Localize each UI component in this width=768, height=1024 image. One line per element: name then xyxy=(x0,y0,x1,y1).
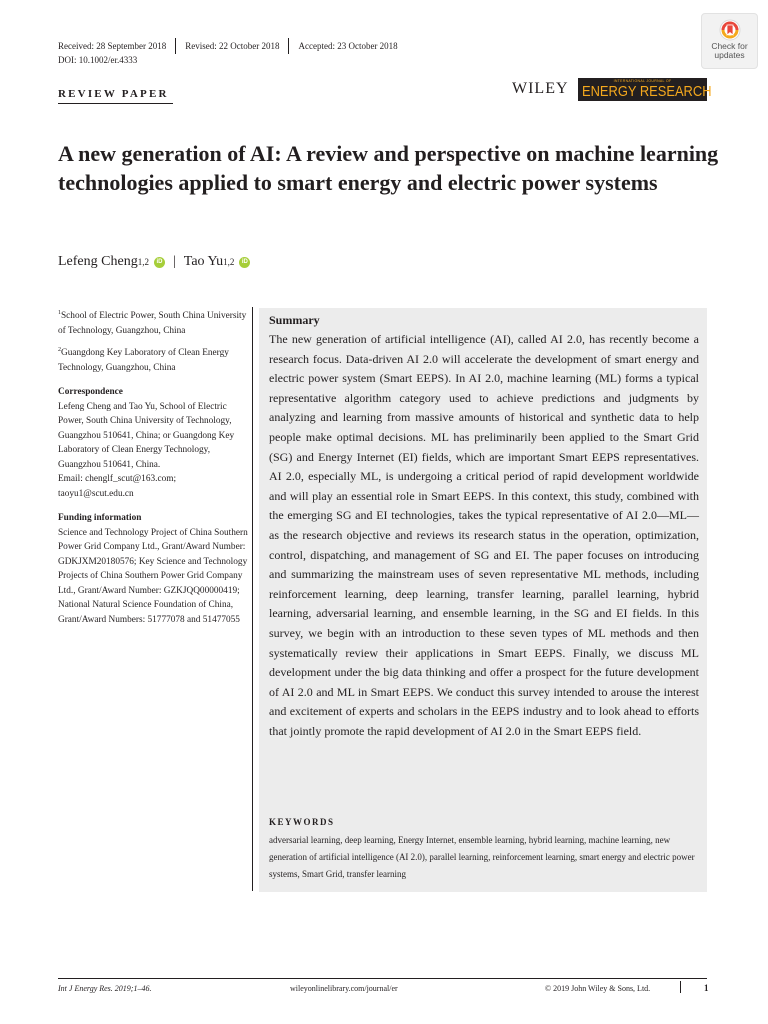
correspondence-heading: Correspondence xyxy=(58,387,123,397)
page-number: 1 xyxy=(704,983,709,993)
keywords-text: adversarial learning, deep learning, Energy Internet, ensemble learning, hybrid learning, machine learning, new generation of artificial intelligence (AI 2.0), parallel learning, reinforcement learning, smart energy and electric power systems, Smart Grid, transfer learning xyxy=(269,835,695,879)
affiliation-number: 1 xyxy=(58,310,61,316)
funding-heading: Funding information xyxy=(58,513,142,523)
journal-logo xyxy=(578,78,712,101)
check-updates-line1: Check for xyxy=(711,41,748,51)
affiliation-number: 2 xyxy=(58,347,61,353)
divider xyxy=(175,38,176,54)
author-name[interactable]: Tao Yu xyxy=(183,254,224,269)
check-updates-line2: updates xyxy=(714,50,745,60)
footer-divider xyxy=(680,981,681,993)
publisher-logo: WILEY xyxy=(512,80,569,97)
author-affiliation-ref: 1,2 xyxy=(223,257,235,267)
correspondence-text: Lefeng Cheng and Tao Yu, School of Electric Power, South China University of Technology, Guangzhou 510641, China; or Guangdong Key Laboratory of Clean Energy Technology, Guangzhou 510641, China. xyxy=(58,401,235,470)
keywords-heading: KEYWORDS xyxy=(269,817,335,827)
article-title: A new generation of AI: A review and perspective on machine learning technologies applied to smart energy and electric power systems xyxy=(58,141,719,195)
affiliation-text: Guangdong Key Laboratory of Clean Energy Technology, Guangzhou, China xyxy=(58,348,229,373)
correspondence-email[interactable]: taoyu1@scut.edu.cn xyxy=(58,488,134,499)
received-date: Received: 28 September 2018 xyxy=(58,41,167,51)
orcid-icon[interactable]: iD xyxy=(154,257,165,268)
check-for-updates-button[interactable] xyxy=(701,13,758,69)
author-name[interactable]: Lefeng Cheng xyxy=(58,254,138,269)
journal-logo-subtitle: INTERNATIONAL JOURNAL OF xyxy=(613,79,672,83)
doi[interactable]: DOI: 10.1002/er.4333 xyxy=(58,55,138,65)
author-separator: | xyxy=(172,254,176,269)
orcid-icon[interactable]: iD xyxy=(239,257,250,268)
author-affiliation-ref: 1,2 xyxy=(137,257,149,267)
column-divider xyxy=(252,307,253,891)
affiliation xyxy=(58,306,248,338)
section-underline xyxy=(58,103,173,104)
funding-text: Science and Technology Project of China Southern Power Grid Company Ltd., Grant/Award Number: GDKJXM20180576; Key Science and Technology Projects of China Southern Power Grid Company Ltd., Grant/Award Number: GZKJQQ00000419; National Natural Science Foundation of China, Grant/Award Numbers: 51777078 and 51477055 xyxy=(58,527,248,625)
correspondence-email[interactable]: Email: chenglf_scut@163.com; xyxy=(58,474,177,484)
journal-logo-name: ENERGY RESEARCH xyxy=(582,83,712,100)
section-label: REVIEW PAPER xyxy=(58,88,169,100)
summary-heading: Summary xyxy=(269,313,320,327)
affiliation xyxy=(58,343,248,375)
affiliation-text: School of Electric Power, South China University of Technology, Guangzhou, China xyxy=(58,311,247,336)
accepted-date: Accepted: 23 October 2018 xyxy=(298,41,398,51)
footer-copyright: © 2019 John Wiley & Sons, Ltd. xyxy=(545,984,651,993)
footer-rule xyxy=(58,978,707,979)
bookmark-icon xyxy=(719,19,741,41)
footer-citation: Int J Energy Res. 2019;1–46. xyxy=(58,984,152,993)
summary-text: The new generation of artificial intelligence (AI), called AI 2.0, has recently become a research focus. Data-driven AI 2.0 will accelerate the development of smart energy and electric power system (Smart EEPS). In AI 2.0, machine learning (ML) forms a typical representative algorithm category used to achieve predictions and judgments by analyzing and learning from massive amounts of historical and synthetic data to help people make optimal decisions. ML has preliminarily been applied to the Smart Grid (SG) and Energy Internet (EI) fields, which are important Smart EEPS representatives. AI 2.0, especially ML, is undergoing a critical period of rapid development worldwide and will play an essential role in Smart EEPS. In this context, this study, combined with the emerging SG and EI technologies, takes the typical representative of AI 2.0—ML—as the research objective and reviews its research status in the operation, optimization, control, dispatching, and management of SG and EI. The paper focuses on introducing and summarizing the mainstream uses of seven representative ML methods, including reinforcement learning, deep learning, transfer learning, parallel learning, hybrid learning, adversarial learning, and ensemble learning, in the SG and EI fields. In this survey, we begin with an introduction to these seven types of ML methods and then systematically review their applications in Smart EEPS. Finally, we discuss ML development under the big data thinking and offer a prospect for the future development of AI 2.0 and ML in Smart EEPS. We conduct this survey intended to arouse the interest and excitement of experts and scholars in the EEPS industry and to look ahead to efforts that jointly promote the rapid development of AI 2.0 in the Smart EEPS field. xyxy=(269,332,699,738)
footer-url[interactable]: wileyonlinelibrary.com/journal/er xyxy=(290,984,398,993)
article-dates xyxy=(58,38,398,54)
divider xyxy=(288,38,289,54)
revised-date: Revised: 22 October 2018 xyxy=(185,41,280,51)
author-list xyxy=(58,254,250,270)
article-info-column xyxy=(58,306,248,632)
